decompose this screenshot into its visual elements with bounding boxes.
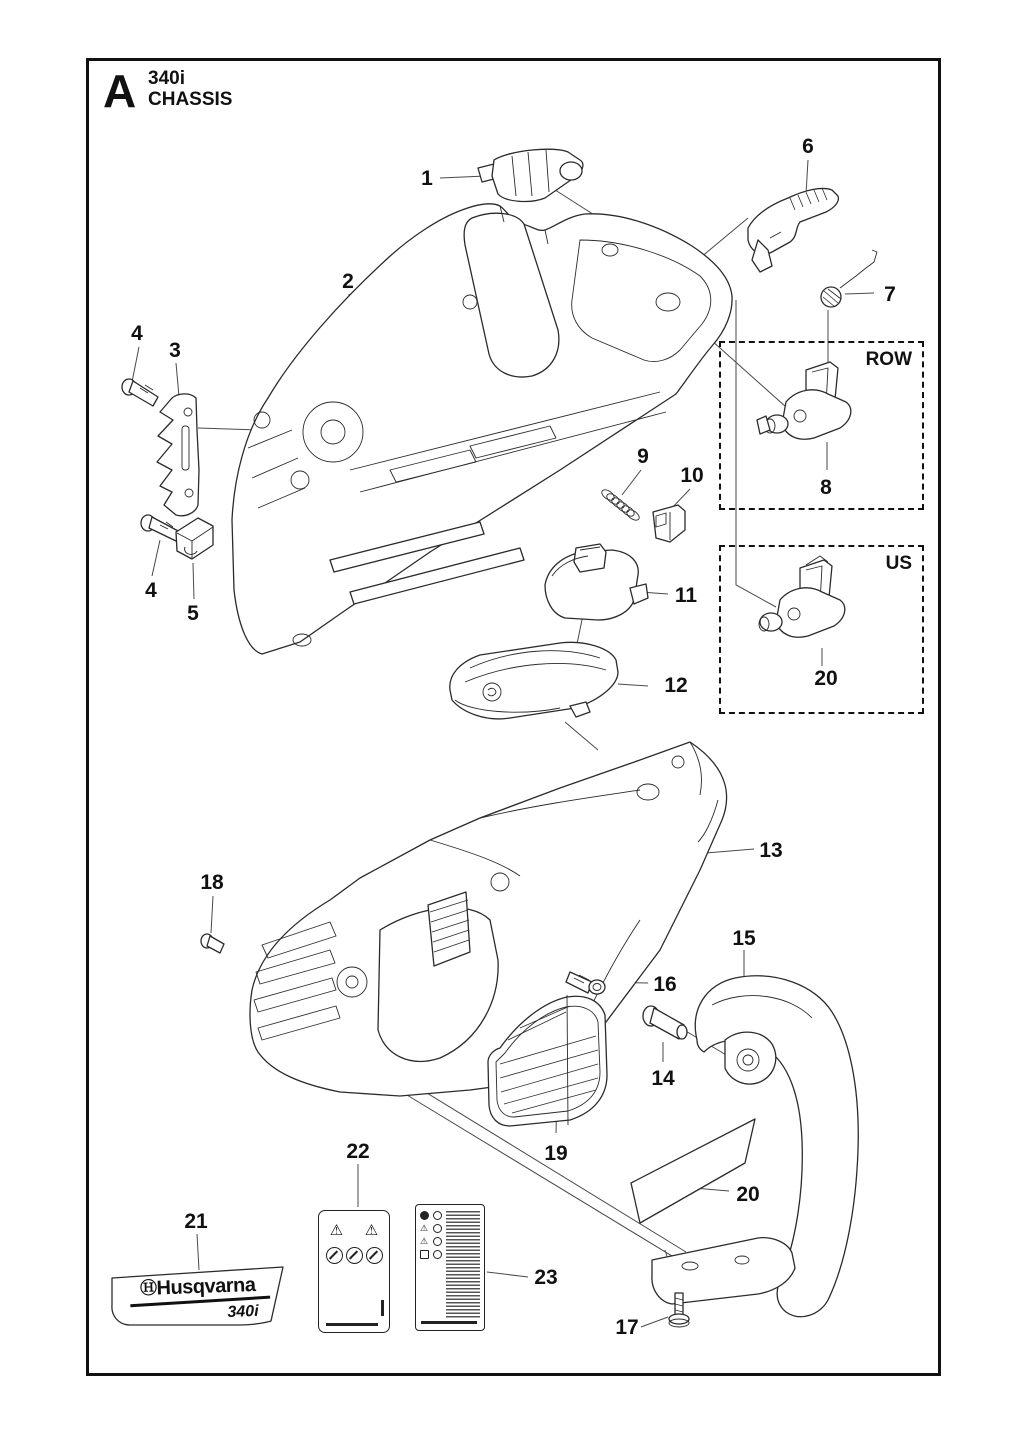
us-box-label: US [885,553,912,574]
label-fine-print [421,1321,477,1324]
warning-triangle-icon: ⚠ [364,1222,379,1239]
part-23-instruction-label [415,1204,485,1331]
callout-11: 11 [674,584,698,607]
callout-4b: 4 [145,579,157,602]
callout-2: 2 [342,270,354,293]
instruction-icon-grid [420,1211,444,1259]
callout-14: 14 [651,1067,675,1090]
callout-15: 15 [732,927,756,950]
page-title: CHASSIS [148,89,233,110]
husqvarna-crown-icon: Ⓗ [139,1278,157,1299]
callout-23: 23 [534,1266,558,1289]
warning-triangle-icon: ⚠ [420,1236,429,1246]
label-body-text [446,1211,480,1319]
ear-protection-circle-icon [433,1250,442,1259]
part-3-bumper-spike [157,394,199,516]
part-4-screw-bottom [141,515,180,541]
part-13-lower-chassis [250,742,727,1096]
brand-text: Husqvarna [156,1273,256,1300]
warning-triangle-icons [319,1221,389,1239]
callout-6: 6 [802,135,814,158]
warning-triangle-icon: ⚠ [420,1223,429,1233]
part-6-trigger [748,188,838,272]
prohibition-circle-icon [346,1247,363,1264]
callout-16: 16 [653,973,677,996]
callout-3: 3 [169,339,181,362]
prohibition-circle-icon [326,1247,343,1264]
callout-22: 22 [346,1140,370,1163]
callout-10: 10 [680,464,704,487]
callout-9: 9 [637,445,649,468]
mandatory-icons-row [319,1247,389,1264]
callout-19: 19 [544,1142,568,1165]
label-side-text [381,1300,384,1316]
warning-triangle-icon: ⚠ [329,1222,344,1239]
section-letter: A [103,65,137,117]
part-9-spring [600,488,641,523]
part-18-screw [201,934,224,953]
part-4-screw-top [122,379,158,406]
row-box-label: ROW [865,349,912,370]
gloves-circle-icon [433,1237,442,1246]
part-11-switch-module [545,544,648,620]
part-10-latch [653,505,685,542]
callout-12: 12 [664,674,688,697]
info-circle-icon [420,1211,429,1220]
header-model: 340i [148,68,185,89]
decal-model-text: 340i [227,1302,259,1321]
prohibition-circle-icon [433,1211,442,1220]
book-square-icon [420,1250,429,1259]
callout-4a: 4 [131,322,143,345]
part-5-clip [176,518,213,559]
prohibition-circle-icon [366,1247,383,1264]
callout-7: 7 [884,283,896,306]
label-fine-print [326,1323,378,1326]
callout-20-us: 20 [814,667,838,690]
prohibition-circle-icon [433,1224,442,1233]
callout-17: 17 [615,1316,639,1339]
part-2-upper-chassis [232,204,732,654]
part-14-pin [643,1006,687,1039]
part-12-top-cover [450,642,618,719]
callout-8: 8 [820,476,832,499]
part-22-warning-label [318,1210,390,1333]
callout-13: 13 [759,839,783,862]
callout-18: 18 [200,871,224,894]
callout-20-decal: 20 [736,1183,760,1206]
part-20-decal [631,1119,755,1223]
callout-21: 21 [184,1210,208,1233]
part-1-bracket [478,149,583,201]
callout-1: 1 [421,167,433,190]
callout-5: 5 [187,602,199,625]
husqvarna-decal [111,1263,285,1327]
